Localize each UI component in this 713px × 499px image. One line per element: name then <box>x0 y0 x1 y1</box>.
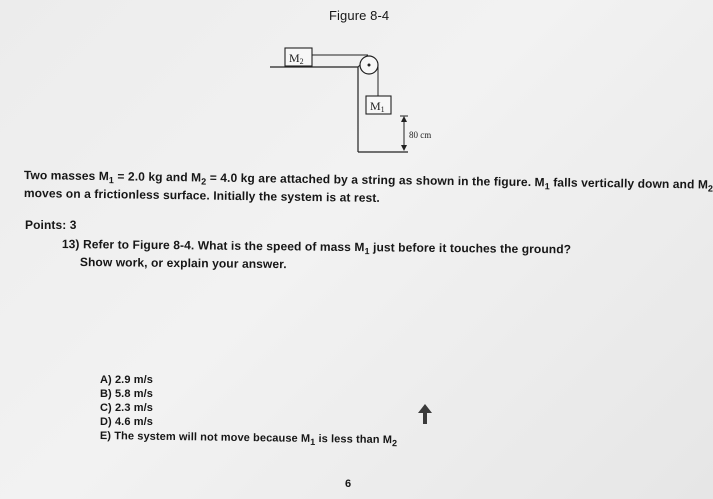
mouse-cursor-icon <box>418 404 432 424</box>
answer-option-d[interactable]: D) 4.6 m/s <box>100 416 153 428</box>
points-label: Points: 3 <box>25 218 77 232</box>
answer-option-e[interactable]: E) The system will not move because $M_1$ is less than $M_2$ <box>99 430 398 449</box>
problem-description-line1: Two masses $M_1 = 2.0$ kg and $M_2 = 4.0$ kg are attached by a string as shown in the figure. $M_1$ falls vertically down and $M_2$ <box>23 168 713 194</box>
mass-m1-label: M1 <box>370 99 385 114</box>
pulley-diagram <box>270 40 430 165</box>
answer-option-b[interactable]: B) 5.8 m/s <box>100 388 153 400</box>
problem-description-line2: moves on a frictionless surface. Initially the system is at rest. <box>23 186 380 205</box>
answer-option-c[interactable]: C) 2.3 m/s <box>100 402 153 414</box>
height-label: 80 cm <box>409 130 432 140</box>
page-number: 6 <box>345 478 352 490</box>
question-line2: Show work, or explain your answer. <box>79 255 287 272</box>
figure-title: Figure 8-4 <box>329 8 390 23</box>
height-arrow-top-head <box>401 116 407 122</box>
answer-option-a[interactable]: A) 2.9 m/s <box>100 374 153 386</box>
pulley-axle <box>368 64 371 67</box>
height-arrow-bottom-head <box>401 145 407 151</box>
question-line1: 13) Refer to Figure 8-4. What is the speed of mass $M_1$ just before it touches the ground? <box>61 237 572 257</box>
mass-m2-label: M2 <box>289 51 304 66</box>
